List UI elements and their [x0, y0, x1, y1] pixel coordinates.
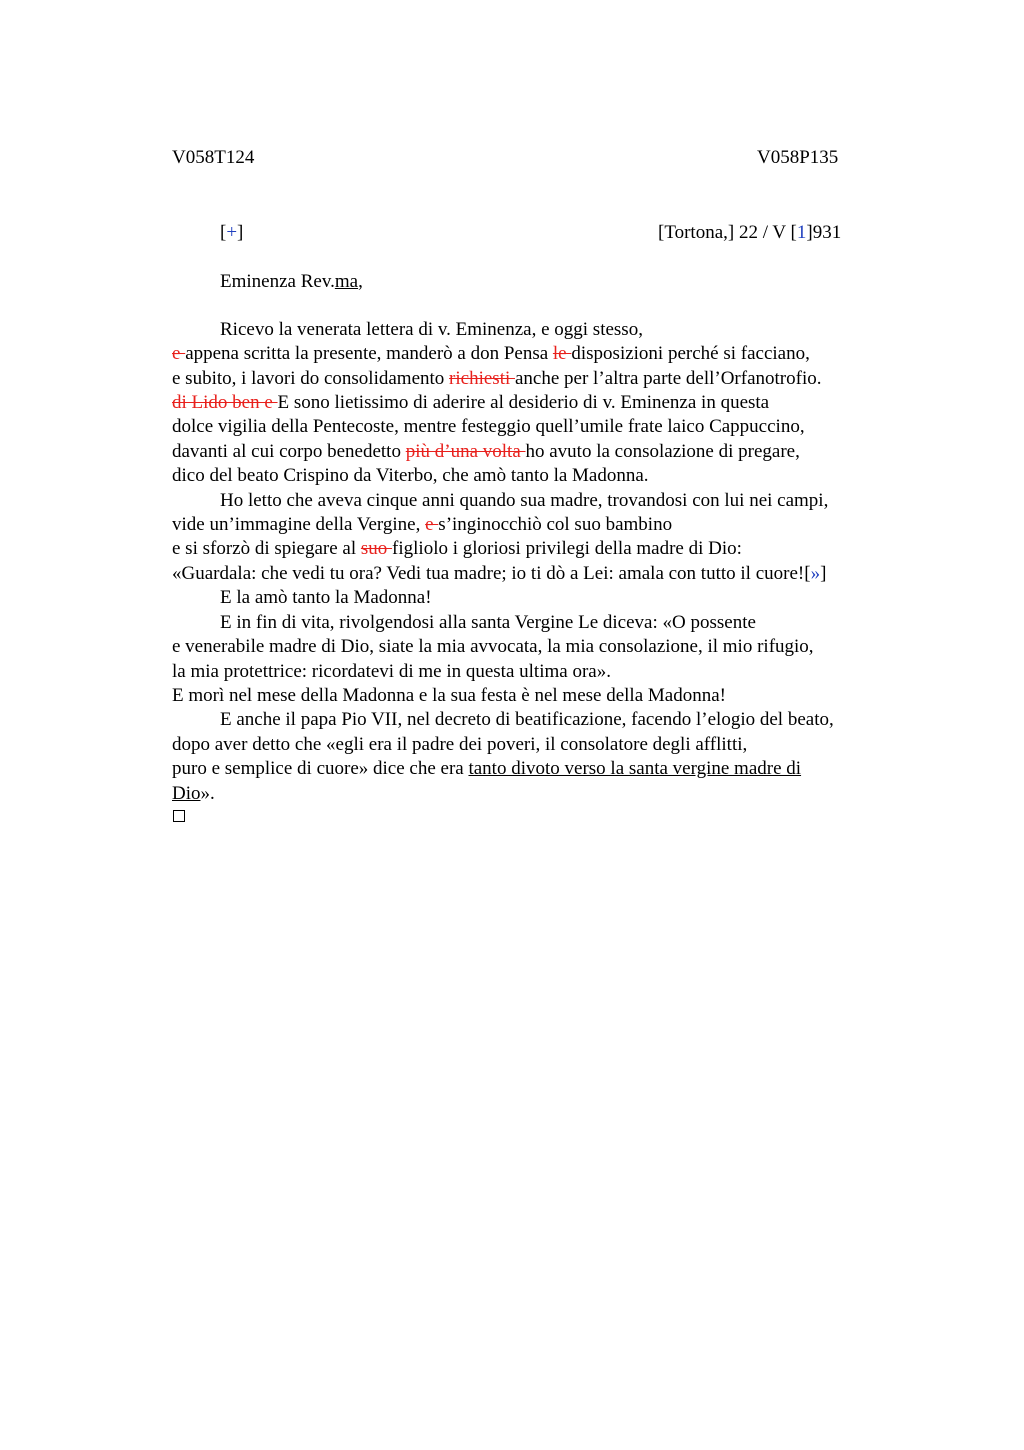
- body-line-18: dopo aver detto che «egli era il padre dei poveri, il consolatore degli afflitti,: [172, 734, 748, 755]
- deleted-text: di Lido ben e: [172, 392, 278, 413]
- text-segment: ho avuto la consolazione di pregare,: [525, 441, 800, 462]
- text-segment: ».: [200, 783, 215, 804]
- deleted-text: e: [172, 343, 186, 364]
- body-line-3: [172, 367, 821, 391]
- deleted-text: richiesti: [449, 368, 515, 389]
- body-line-19: [172, 757, 801, 781]
- underlined-text: tanto divoto verso la santa vergine madre di: [468, 758, 802, 779]
- body-line-7: dico del beato Crispino da Viterbo, che amò tanto la Madonna.: [172, 465, 649, 486]
- body-line-8: Ho letto che aveva cinque anni quando sua madre, trovandosi con lui nei campi,: [220, 490, 829, 511]
- document-code-left: V058T124: [172, 147, 255, 168]
- body-line-16: E morì nel mese della Madonna e la sua festa è nel mese della Madonna!: [172, 685, 726, 706]
- cross-mark: [220, 222, 243, 244]
- editorial-bracket-open: [: [804, 563, 811, 584]
- editorial-bracket-close: ]: [820, 563, 827, 584]
- body-line-4: [172, 391, 769, 415]
- cross-symbol: +: [226, 222, 238, 243]
- salutation-post: ,: [358, 271, 363, 292]
- underlined-text: Dio: [172, 783, 201, 804]
- text-segment: vide un’immagine della Vergine,: [172, 514, 426, 535]
- place-date: [658, 222, 841, 244]
- salutation-pre: Eminenza Rev.: [220, 271, 335, 292]
- text-segment: s’inginocchiò col suo bambino: [438, 514, 673, 535]
- body-line-6: [172, 440, 800, 464]
- end-box-icon: [173, 810, 185, 822]
- body-line-9: [172, 513, 672, 537]
- salutation-abbrev: ma: [334, 271, 359, 292]
- body-line-11: [172, 562, 826, 586]
- salutation: [220, 271, 363, 293]
- deleted-text: più d’una volta: [405, 441, 526, 462]
- body-line-13: E in fin di vita, rivolgendosi alla santa Vergine Le diceva: «O possente: [220, 612, 756, 633]
- text-segment: disposizioni perché si facciano,: [571, 343, 810, 364]
- deleted-text: le: [552, 343, 572, 364]
- text-segment: figliolo i gloriosi privilegi della madre di Dio:: [392, 538, 742, 559]
- deleted-text: e: [425, 514, 439, 535]
- document-code-right: V058P135: [757, 147, 839, 168]
- text-segment: appena scritta la presente, manderò a don Pensa: [185, 343, 553, 364]
- body-line-5: dolce vigilia della Pentecoste, mentre festeggio quell’umile frate laico Cappuccino,: [172, 416, 805, 437]
- text-segment: davanti al cui corpo benedetto: [172, 441, 406, 462]
- place-date-post: ]931: [806, 222, 842, 243]
- body-line-20: [172, 782, 215, 806]
- editorial-insertion: »: [810, 563, 821, 584]
- place-date-pre: [Tortona,] 22 / V [: [658, 222, 797, 243]
- body-line-12: E la amò tanto la Madonna!: [220, 587, 432, 608]
- body-line-15: la mia protettrice: ricordatevi di me in questa ultima ora».: [172, 661, 611, 682]
- text-segment: e si sforzò di spiegare al: [172, 538, 361, 559]
- body-line-2: [172, 342, 810, 366]
- text-segment: «Guardala: che vedi tu ora? Vedi tua madre; io ti dò a Lei: amala con tutto il cuore!: [172, 563, 805, 584]
- place-date-editorial: 1: [796, 222, 807, 243]
- cross-bracket-close: ]: [237, 222, 244, 243]
- body-line-1: Ricevo la venerata lettera di v. Eminenza, e oggi stesso,: [220, 319, 643, 340]
- body-line-10: [172, 537, 742, 561]
- body-line-17: E anche il papa Pio VII, nel decreto di beatificazione, facendo l’elogio del beato,: [220, 709, 834, 730]
- body-line-14: e venerabile madre di Dio, siate la mia avvocata, la mia consolazione, il mio rifugio,: [172, 636, 814, 657]
- cross-bracket-open: [: [220, 222, 227, 243]
- text-segment: E sono lietissimo di aderire al desiderio di v. Eminenza in questa: [277, 392, 770, 413]
- text-segment: anche per l’altra parte dell’Orfanotrofio.: [515, 368, 822, 389]
- text-segment: e subito, i lavori do consolidamento: [172, 368, 450, 389]
- deleted-text: suo: [360, 538, 393, 559]
- text-segment: puro e semplice di cuore» dice che era: [172, 758, 469, 779]
